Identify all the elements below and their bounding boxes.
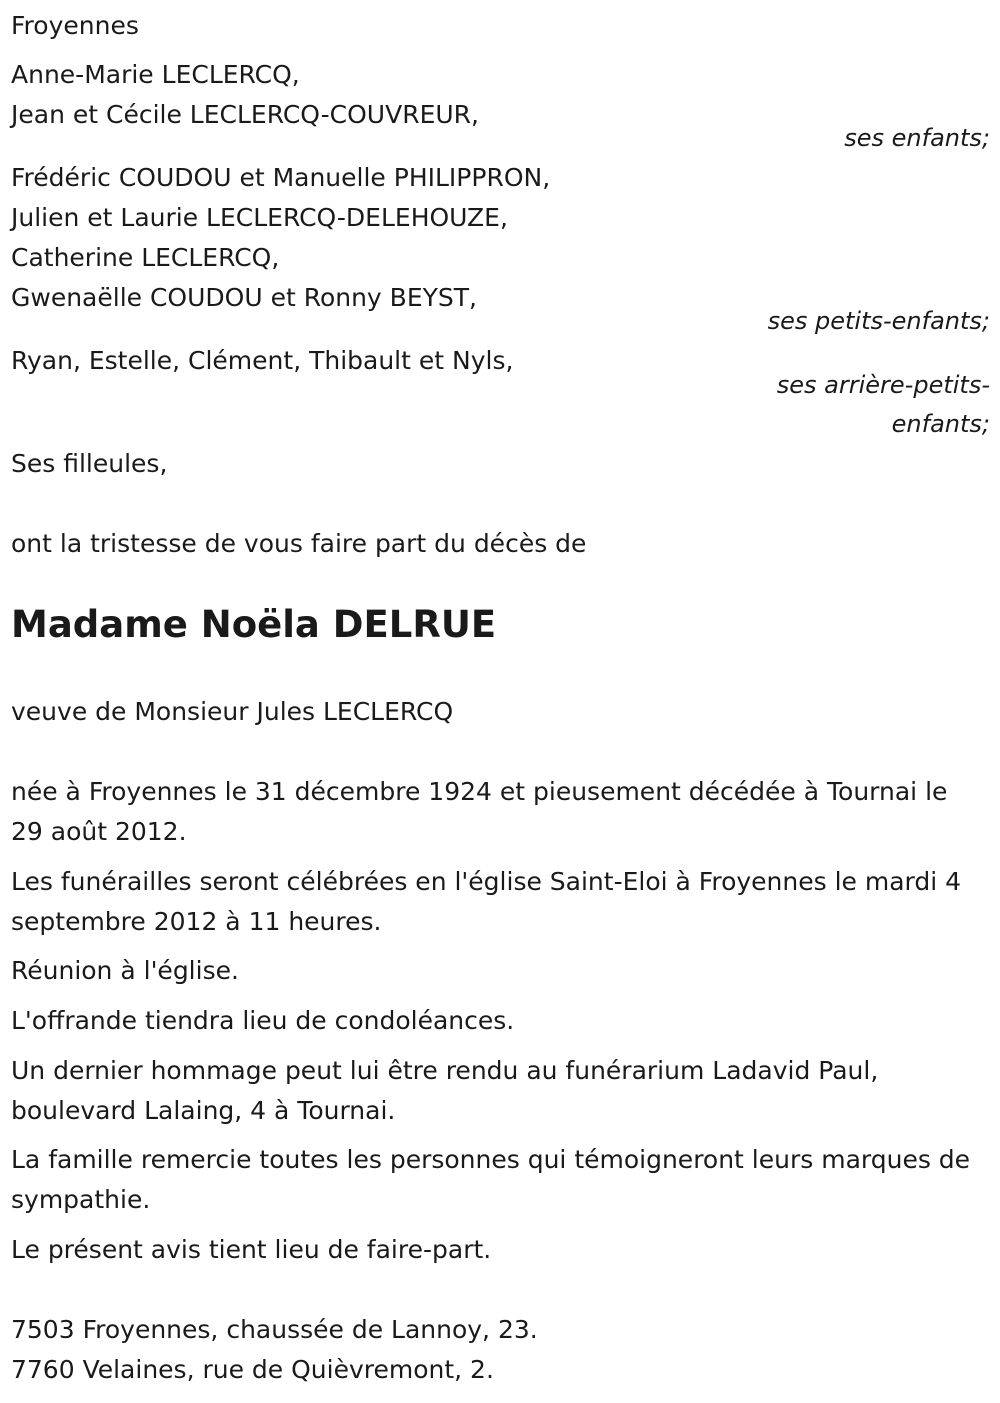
detail-tribute: Un dernier hommage peut lui être rendu au funérarium Ladavid Paul, boulevard Lalaing, 4 à Tournai. [11, 1056, 879, 1125]
great-grandchildren-label: ses arrière-petits- [776, 371, 990, 399]
deceased-name: Madame Noëla DELRUE [11, 603, 497, 646]
great-grandchildren-label-cont: enfants; [891, 410, 990, 438]
detail-notice: Le présent avis tient lieu de faire-part. [11, 1235, 492, 1264]
child-line: Anne-Marie LECLERCQ, [11, 60, 300, 89]
detail-funeral: Les funérailles seront célébrées en l'église Saint-Eloi à Froyennes le mardi 4 septembre 2012 à 11 heures. [11, 867, 962, 936]
address-line: 7503 Froyennes, chaussée de Lannoy, 23. [11, 1315, 538, 1344]
widow-of-line: veuve de Monsieur Jules LECLERCQ [11, 697, 454, 726]
detail-thanks: La famille remercie toutes les personnes qui témoigneront leurs marques de sympathie. [11, 1145, 971, 1214]
child-line: Jean et Cécile LECLERCQ-COUVREUR, [11, 100, 479, 129]
address-line: 7760 Velaines, rue de Quièvremont, 2. [11, 1355, 494, 1384]
detail-offering: L'offrande tiendra lieu de condoléances. [11, 1006, 515, 1035]
grandchild-line: Frédéric COUDOU et Manuelle PHILIPPRON, [11, 163, 551, 192]
grandchildren-label: ses petits-enfants; [767, 307, 990, 335]
detail-birth-death: née à Froyennes le 31 décembre 1924 et pieusement décédée à Tournai le 29 août 2012. [11, 777, 948, 846]
grandchild-line: Gwenaëlle COUDOU et Ronny BEYST, [11, 283, 477, 312]
goddaughters-line: Ses filleules, [11, 449, 168, 478]
great-grandchildren-line: Ryan, Estelle, Clément, Thibault et Nyls, [11, 346, 514, 375]
announcement-intro: ont la tristesse de vous faire part du décès de [11, 529, 587, 558]
children-label: ses enfants; [844, 124, 990, 152]
header-town: Froyennes [11, 11, 139, 40]
grandchild-line: Catherine LECLERCQ, [11, 243, 280, 272]
grandchild-line: Julien et Laurie LECLERCQ-DELEHOUZE, [11, 203, 508, 232]
detail-meeting: Réunion à l'église. [11, 956, 239, 985]
